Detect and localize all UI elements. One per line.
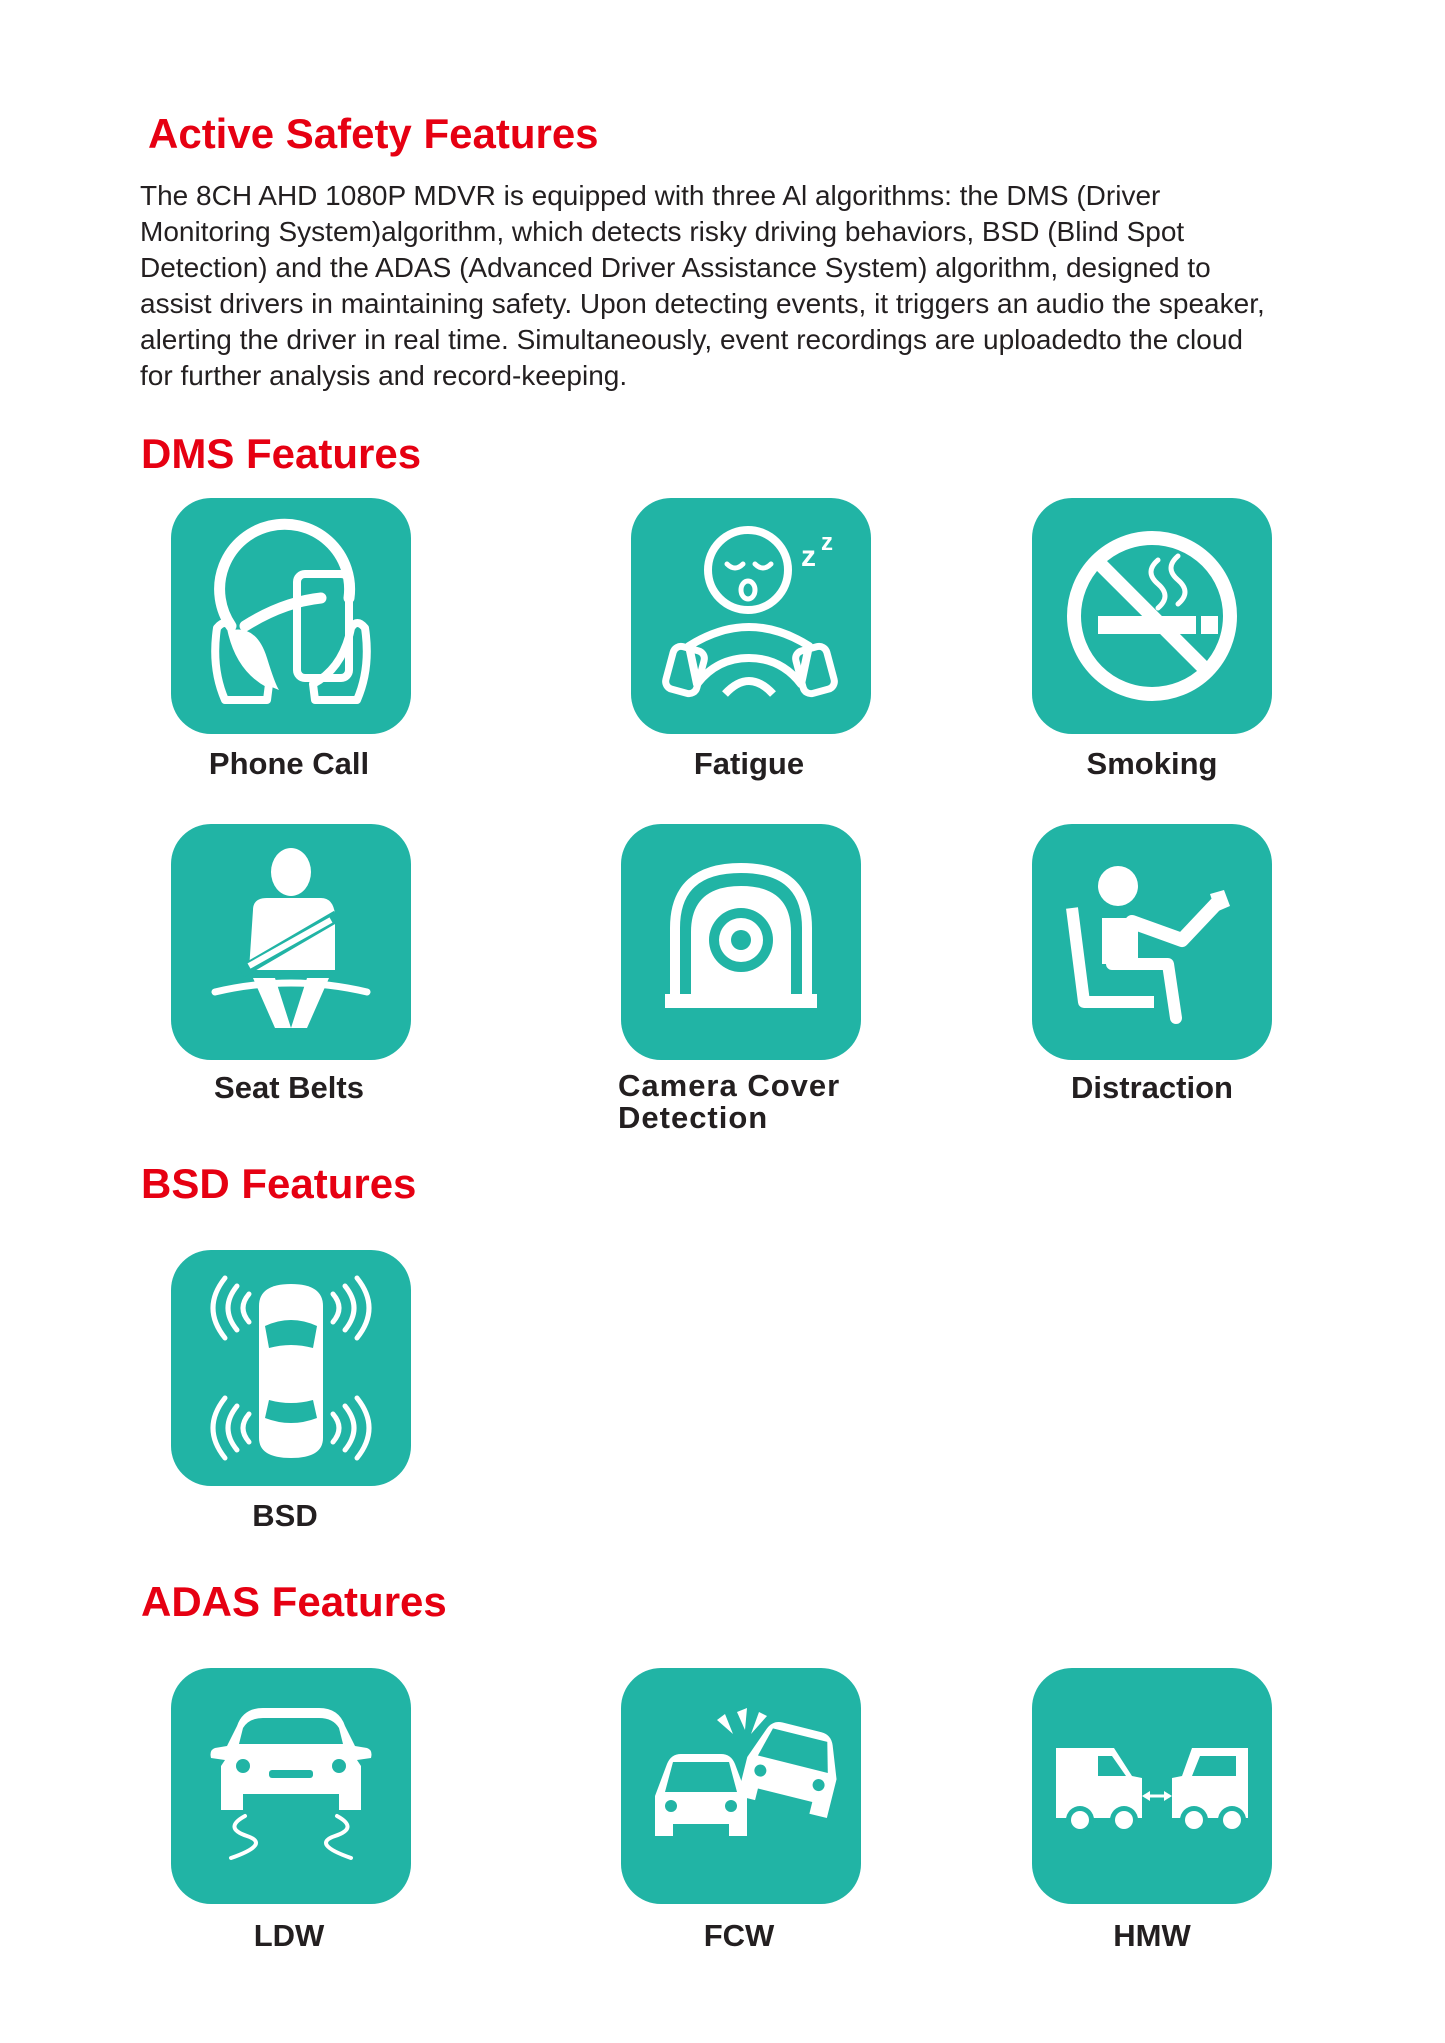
intro-paragraph [140, 178, 1320, 394]
intro-line: Monitoring System)algorithm, which detects risky driving behaviors, BSD (Blind Spot [140, 216, 1185, 247]
forward-collision-icon [621, 1668, 861, 1904]
blind-spot-icon [171, 1250, 411, 1486]
ldw-label: LDW [253, 1918, 325, 1953]
adas-heading: ADAS Features [141, 1578, 447, 1625]
intro-line: assist drivers in maintaining safety. Upon detecting events, it triggers an audio the speaker, [140, 288, 1265, 319]
intro-line: alerting the driver in real time. Simultaneously, event recordings are uploadedto the cloud [140, 324, 1243, 355]
camera-cover-label-line: Camera Cover [618, 1068, 841, 1103]
bsd-label: BSD [252, 1498, 318, 1533]
intro-line: for further analysis and record-keeping. [140, 360, 628, 391]
camera-cover-icon [621, 824, 861, 1060]
active-safety-heading: Active Safety Features [148, 110, 599, 157]
camera-cover-label-line: Detection [618, 1100, 769, 1135]
fatigue-label: Fatigue [693, 746, 805, 781]
bsd-heading: BSD Features [141, 1160, 417, 1207]
dms-heading: DMS Features [141, 430, 422, 477]
no-smoking-icon [1032, 498, 1272, 734]
distraction-icon [1032, 824, 1272, 1060]
phone-call-icon [171, 498, 411, 734]
smoking-label: Smoking [1086, 746, 1218, 781]
fcw-label: FCW [703, 1918, 775, 1953]
camera-cover-label [618, 1070, 840, 1134]
svg-text:z: z [801, 540, 816, 573]
intro-line: The 8CH AHD 1080P MDVR is equipped with three Al algorithms: the DMS (Driver [140, 180, 1161, 211]
fatigue-icon [631, 498, 871, 734]
distraction-label: Distraction [1071, 1070, 1233, 1105]
headway-monitoring-icon [1032, 1668, 1272, 1904]
svg-text:z: z [821, 529, 833, 556]
seat-belts-label: Seat Belts [214, 1070, 364, 1105]
intro-line: Detection) and the ADAS (Advanced Driver Assistance System) algorithm, designed to [140, 252, 1211, 283]
hmw-label: HMW [1113, 1918, 1191, 1953]
phone-call-label: Phone Call [208, 746, 370, 781]
seat-belt-icon [171, 824, 411, 1060]
lane-departure-icon [171, 1668, 411, 1904]
